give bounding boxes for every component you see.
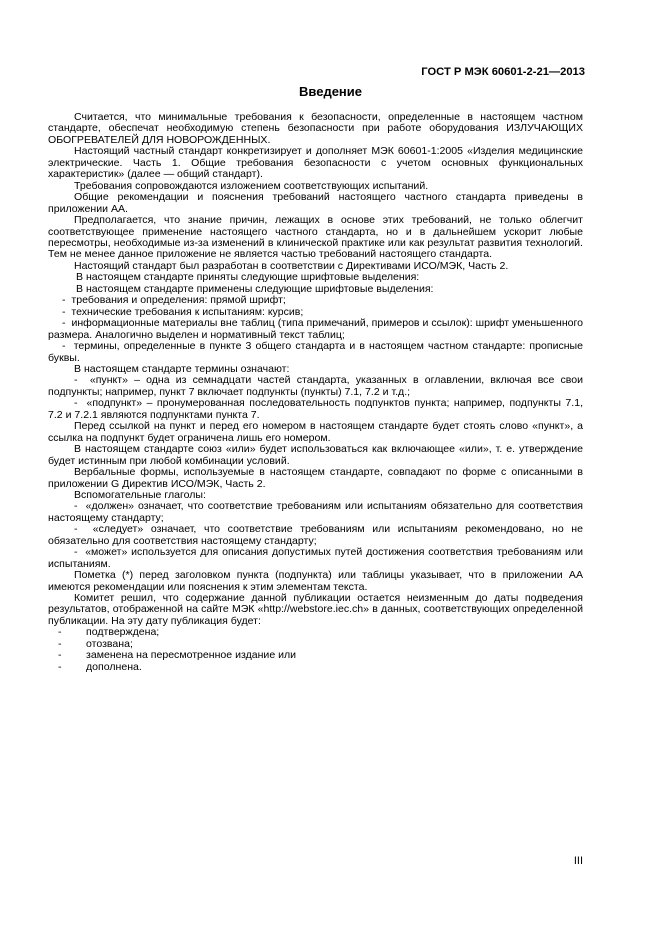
list-item: - «пункт» – одна из семнадцати частей стандарта, указанных в оглавлении, включая все свои подпункты; например, пункт 7 включает подпункты (пункты) 7.1, 7.2 и т.д.; <box>48 374 583 398</box>
list-item: - «следует» означает, что соответствие требованиям или испытаниям рекомендовано, но не обязательно для соответствия настоящему стандарту; <box>48 523 583 547</box>
paragraph: Вспомогательные глаголы: <box>74 488 206 501</box>
paragraph: В настоящем стандарте применены следующие шрифтовые выделения: <box>76 282 434 295</box>
paragraph: Пометка (*) перед заголовком пункта (подпункта) или таблицы указывает, что в приложении АА имеются рекомендации или пояснения к этим элементам текста. <box>48 569 583 593</box>
page-title: Введение <box>299 84 362 99</box>
standard-header: ГОСТ Р МЭК 60601-2-21—2013 <box>421 66 585 78</box>
list-item: - «может» используется для описания допустимых путей достижения соответствия требованиям или испытаниям. <box>48 546 583 570</box>
list-item: - дополнена. <box>58 660 142 673</box>
list-item: - отозвана; <box>58 637 133 650</box>
paragraph: Вербальные формы, используемые в настоящем стандарте, совпадают по форме с описанными в приложении G Директив ИСО/МЭК, Часть 2. <box>48 466 583 490</box>
paragraph: В настоящем стандарте союз «или» будет использоваться как включающее «или», т. е. утверждение будет истинным при любой комбинации условий. <box>48 443 583 467</box>
list-item: - информационные материалы вне таблиц (типа примечаний, примеров и ссылок): шрифт уменьшенного размера. Аналогично выделен и нормативный текст таблиц; <box>48 317 583 341</box>
paragraph: Считается, что минимальные требования к безопасности, определенные в настоящем частном стандарте, обеспечат необходимую степень безопасности при работе оборудования ИЗЛУЧАЮЩИХ ОБОГРЕВАТЕЛЕЙ ДЛЯ НОВОРОЖДЕННЫХ. <box>48 111 583 146</box>
list-item: - требования и определения: прямой шрифт; <box>62 294 286 307</box>
list-item: - подтверждена; <box>58 626 160 639</box>
list-item: - термины, определенные в пункте 3 общего стандарта и в настоящем частном стандарте: прописные буквы. <box>48 340 584 364</box>
paragraph: Комитет решил, что содержание данной публикации остается неизменным до даты подведения результатов, отображенной на сайте МЭК «http://webstore.iec.ch» в данных, соответствующих определенной публикации. На эту дату публикация будет: <box>48 592 583 627</box>
paragraph: Предполагается, что знание причин, лежащих в основе этих требований, не только облегчит соответствующее применение настоящего частного стандарта, но и в дальнейшем ускорит любые пересмотры, необходимые из-за изменений в клинической практике или как результат развития технологий. Тем не менее данное приложение не является частью требований настоящего стандарта. <box>48 214 583 261</box>
paragraph: Настоящий частный стандарт конкретизирует и дополняет МЭК 60601-1:2005 «Изделия медицинские электрические. Часть 1. Общие требования безопасности с учетом основных функциональных характеристик» (далее — общий стандарт). <box>48 145 583 181</box>
paragraph: Настоящий стандарт был разработан в соответствии с Директивами ИСО/МЭК, Часть 2. <box>74 259 509 272</box>
page-number: III <box>573 855 583 867</box>
list-item: - технические требования к испытаниям: курсив; <box>62 305 304 318</box>
paragraph: В настоящем стандарте приняты следующие шрифтовые выделения: <box>76 271 420 284</box>
body-text <box>48 112 583 673</box>
paragraph: Перед ссылкой на пункт и перед его номером в настоящем стандарте будет стоять слово «пункт», а ссылка на подпункт будет ограничена лишь его номером. <box>48 420 583 444</box>
list-item: - заменена на пересмотренное издание или <box>58 649 297 662</box>
paragraph: Требования сопровождаются изложением соответствующих испытаний. <box>74 179 429 192</box>
list-item: - «подпункт» – пронумерованная последовательность подпунктов пункта; например, подпункты 7.1, 7.2 и 7.2.1 являются подпунктами пункта 7. <box>48 397 583 421</box>
paragraph: Общие рекомендации и пояснения требований настоящего частного стандарта приведены в приложении АА. <box>48 191 583 215</box>
paragraph: В настоящем стандарте термины означают: <box>74 362 290 375</box>
list-item: - «должен» означает, что соответствие требованиям или испытаниям обязательно для соответствия настоящему стандарту; <box>48 500 584 524</box>
